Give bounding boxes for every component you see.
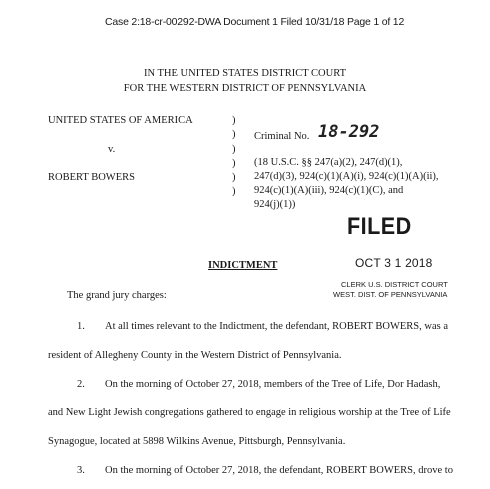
statute-line-3: 924(c)(1)(A)(iii), 924(c)(1)(C), and xyxy=(254,185,404,196)
paren: ) xyxy=(232,172,236,184)
paragraph-line: Synagogue, located at 5898 Wilkins Avenue, Pittsburgh, Pennsylvania. xyxy=(48,436,346,447)
clerk-stamp-line-1: CLERK U.S. DISTRICT COURT xyxy=(341,280,448,289)
plaintiff-name: UNITED STATES OF AMERICA xyxy=(48,115,193,126)
statute-line-4: 924(j)(1)) xyxy=(254,199,296,210)
paren: ) xyxy=(232,129,236,141)
caption-parens xyxy=(232,114,236,200)
statute-line-2: 247(d)(3), 924(c)(1)(A)(i), 924(c)(1)(A)(ii), xyxy=(254,171,439,182)
criminal-no-handwritten: 18-292 xyxy=(318,122,380,142)
court-name-line-1: IN THE UNITED STATES DISTRICT COURT xyxy=(143,68,346,79)
filed-date-stamp: OCT 3 1 2018 xyxy=(355,256,433,270)
paragraph-line: On the morning of October 27, 2018, members of the Tree of Life, Dor Hadash, xyxy=(105,379,441,390)
filed-stamp: FILED xyxy=(347,213,412,240)
defendant-name: ROBERT BOWERS xyxy=(48,172,135,183)
paragraph-line: On the morning of October 27, 2018, the defendant, ROBERT BOWERS, drove to xyxy=(105,465,453,476)
case-header: Case 2:18-cr-00292-DWA Document 1 Filed 10/31/18 Page 1 of 12 xyxy=(105,16,405,28)
paragraph-number: 2. xyxy=(77,379,85,390)
paren: ) xyxy=(232,186,236,198)
paren: ) xyxy=(232,143,236,155)
criminal-no-label: Criminal No. xyxy=(254,131,310,142)
paren: ) xyxy=(232,157,236,169)
paragraph-line: resident of Allegheny County in the Western District of Pennsylvania. xyxy=(48,350,342,361)
document-title: INDICTMENT xyxy=(208,260,278,271)
paragraph-line: At all times relevant to the Indictment, the defendant, ROBERT BOWERS, was a xyxy=(105,321,448,332)
paren: ) xyxy=(232,115,236,126)
clerk-stamp-line-2: WEST. DIST. OF PENNSYLVANIA xyxy=(333,290,448,299)
versus: v. xyxy=(108,144,116,155)
paragraph-line: and New Light Jewish congregations gathered to engage in religious worship at the Tree of Life xyxy=(48,407,451,418)
statute-line-1: (18 U.S.C. §§ 247(a)(2), 247(d)(1), xyxy=(254,157,403,168)
paragraph-number: 3. xyxy=(77,465,85,476)
intro-line: The grand jury charges: xyxy=(67,290,167,301)
paragraph-number: 1. xyxy=(77,321,85,332)
court-name-line-2: FOR THE WESTERN DISTRICT OF PENNSYLVANIA xyxy=(123,83,367,94)
